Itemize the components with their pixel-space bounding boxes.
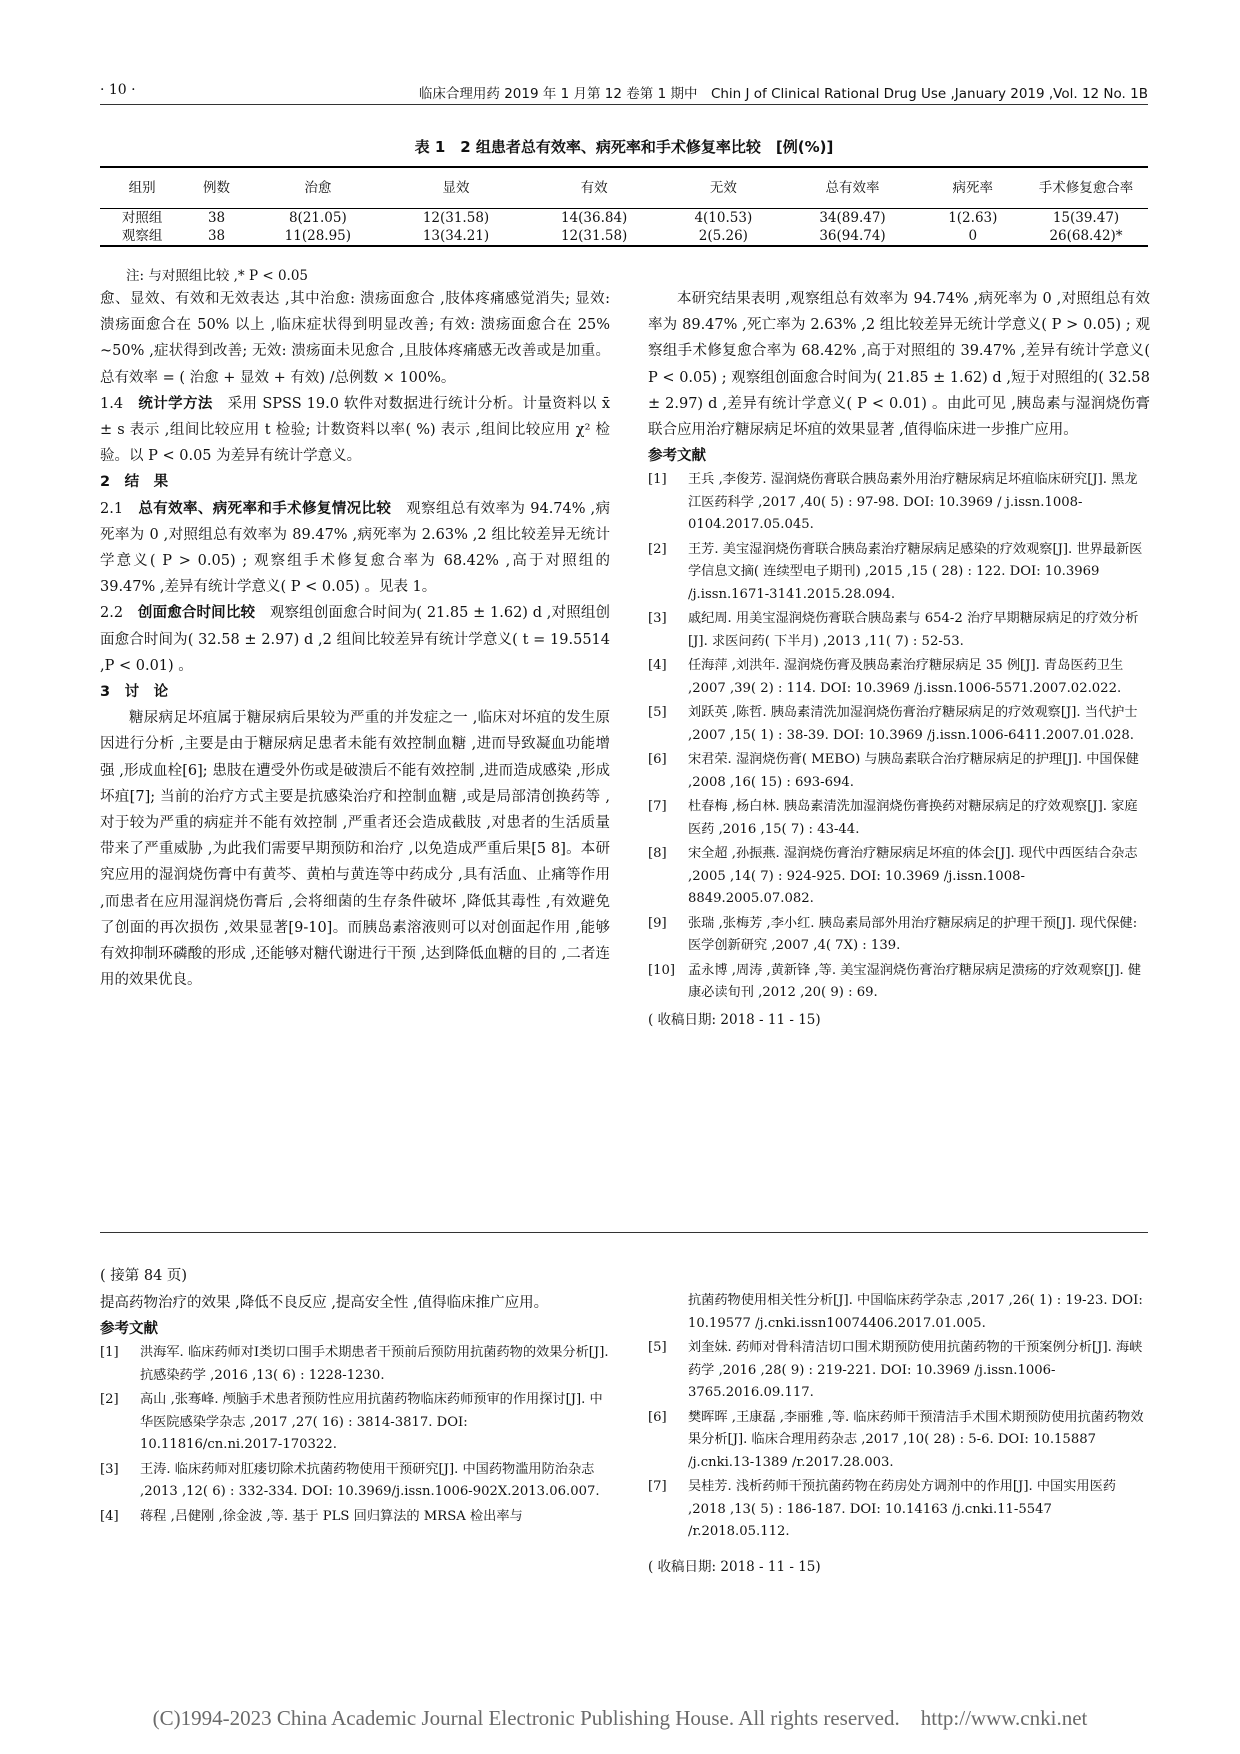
col-markedly-effective: 显效 <box>387 167 525 209</box>
table-cell: 34(89.47) <box>819 210 886 226</box>
reference-text: 抗菌药物使用相关性分析[J]. 中国临床药学杂志 ,2017 ,26( 1) : 19-23. DOI: 10.19577 /j.cnki.issn10074406.2017.01.005. <box>688 1293 1143 1331</box>
reference-item <box>648 655 1150 700</box>
reference-item <box>100 1459 610 1504</box>
section-heading: 2 结 果 <box>100 474 169 491</box>
reference-number: [4] <box>648 658 667 674</box>
reference-item <box>648 1407 1150 1475</box>
reference-text: 洪海军. 临床药师对Ⅰ类切口围手术期患者干预前后预防用抗菌药物的效果分析[J]. 抗感染药学 ,2016 ,13( 6) : 1228-1230. <box>140 1345 609 1383</box>
table-cell: 8(21.05) <box>288 210 347 226</box>
reference-text: 任海萍 ,刘洪年. 湿润烧伤膏及胰岛素治疗糖尿病足 35 例[J]. 青岛医药卫生 ,2007 ,39( 2) : 114. DOI: 10.3969 /j.issn.1006-5571.2007.02.022. <box>688 658 1124 696</box>
table-cell: 13(34.21) <box>387 227 525 246</box>
reference-text: 蒋程 ,吕健刚 ,徐金波 ,等. 基于 PLS 回归算法的 MRSA 检出率与 <box>140 1508 523 1524</box>
col-mortality: 病死率 <box>922 167 1024 209</box>
table-cell: 26(68.42)* <box>1024 227 1148 246</box>
section-text: 观察组总有效率为 94.74% ,病死率为 0 ,对照组总有效率为 89.47% ,病死率为 2.63% ,2 组比较差异无统计学意义( P > 0.05) ; 观察组手术修复愈合率为 68.42% ,高于对照组的 39.47% ,差异有统计学意义( P < 0.05) 。见表 1。 <box>100 500 611 596</box>
table-cell: 12(31.58) <box>422 210 490 226</box>
continued-right-column <box>648 1290 1150 1580</box>
reference-number: [5] <box>648 705 667 721</box>
col-surgical-repair: 手术修复愈合率 <box>1024 167 1148 209</box>
table-cell: 11(28.95) <box>249 227 387 246</box>
section-2-1 <box>100 496 610 601</box>
reference-item <box>648 702 1150 747</box>
reference-text: 宋君荣. 湿润烧伤膏( MEBO) 与胰岛素联合治疗糖尿病足的护理[J]. 中国保健 ,2008 ,16( 15) : 693-694. <box>688 752 1139 790</box>
table-cell: 观察组 <box>100 227 184 246</box>
reference-item <box>100 1342 610 1387</box>
section-number: 2.2 <box>100 605 124 622</box>
table-cell: 15(39.47) <box>1052 210 1120 226</box>
paragraph: 愈、显效、有效和无效表达 ,其中治愈: 溃疡面愈合 ,肢体疼痛感觉消失; 显效: 溃疡面愈合在 50% 以上 ,临床症状得到明显改善; 有效: 溃疡面愈合在 25% ~50% ,症状得到改善; 无效: 溃疡面未见愈合 ,且肢体疼痛感无改善或是加重。总有效率 = ( 治愈 + 显效 + 有效) /总例数 × 100%。 <box>100 291 610 386</box>
discussion-paragraph: 糖尿病足坏疽属于糖尿病后果较为严重的并发症之一 ,临床对坏疽的发生原因进行分析 ,主要是由于糖尿病足患者未能有效控制血糖 ,进而导致凝血功能增强 ,形成血栓[6]; 患肢在遭受外伤或是破溃后不能有效控制 ,进而造成感染 ,形成坏疽[7]; 当前的治疗方式主要是抗感染治疗和控制血糖 ,或是局部清创换药等 ,对于较为严重的病症并不能有效控制 ,严重者还会造成截肢 ,对患者的生活质量带来了严重威胁 ,为此我们需要早期预防和治疗 ,以免造成严重后果[5 8]。本研究应用的湿润烧伤膏中有黄芩、黄柏与黄连等中药成分 ,具有活血、止痛等作用 ,而患者在应用湿润烧伤膏后 ,会将细菌的生存条件破坏 ,降低其毒性 ,有效避免了创面的再次损伤 ,效果显著[9-10]。而胰岛素溶液则可以对创面起作用 ,能够有效抑制环磷酸的形成 ,还能够对糖代谢进行干预 ,达到降低血糖的目的 ,二者连用的效果优良。 <box>100 710 610 989</box>
table-cell: 4(10.53) <box>694 210 753 226</box>
copyright-footer: (C)1994-2023 China Academic Journal Electronic Publishing House. All rights reserved. http://www.cnki.net <box>152 1706 1088 1730</box>
results-table <box>100 166 1148 247</box>
col-group: 组别 <box>100 167 184 209</box>
table-cell: 36(94.74) <box>783 227 921 246</box>
reference-text: 杜春梅 ,杨白林. 胰岛素清洗加湿润烧伤膏换药对糖尿病足的疗效观察[J]. 家庭医药 ,2016 ,15( 7) : 43-44. <box>688 799 1138 837</box>
page-number: · 10 · <box>100 82 136 98</box>
reference-text: 吴桂芳. 浅析药师干预抗菌药物在药房处方调剂中的作用[J]. 中国实用医药 ,2018 ,13( 5) : 186-187. DOI: 10.14163 /j.cnki.11-5547 /r.2018.05.112. <box>688 1479 1116 1539</box>
reference-item <box>100 1389 610 1457</box>
reference-number: [9] <box>648 915 667 931</box>
section-number: 2.1 <box>100 500 124 517</box>
reference-list <box>648 469 1150 1005</box>
reference-item <box>648 913 1150 958</box>
reference-text: 张瑞 ,张梅芳 ,李小红. 胰岛素局部外用治疗糖尿病足的护理干预[J]. 现代保健: 医学创新研究 ,2007 ,4( 7X) : 139. <box>688 915 1138 954</box>
reference-item <box>648 539 1150 607</box>
reference-text: 高山 ,张骞峰. 颅脑手术患者预防性应用抗菌药物临床药师预审的作用探讨[J]. 中华医院感染学杂志 ,2017 ,27( 16) : 3814-3817. DOI: 10.11816/cn.ni.2017-170322. <box>140 1392 603 1453</box>
reference-text: 刘奎妹. 药师对骨科清洁切口围术期预防使用抗菌药物的干预案例分析[J]. 海峡药学 ,2016 ,28( 9) : 219-221. DOI: 10.3969 /j.issn.1006-3765.2016.09.117. <box>688 1340 1143 1400</box>
section-divider <box>100 1232 1148 1233</box>
col-ineffective: 无效 <box>663 167 783 209</box>
section-title: 总有效率、病死率和手术修复情况比较 <box>138 500 392 517</box>
continued-left-column <box>100 1290 610 1530</box>
reference-text: 王芳. 美宝湿润烧伤膏联合胰岛素治疗糖尿病足感染的疗效观察[J]. 世界最新医学信息文摘( 连续型电子期刊) ,2015 ,15 ( 28) : 122. DOI: 10.3969 /j.issn.1671-3141.2015.28.094. <box>688 541 1143 602</box>
col-cured: 治愈 <box>249 167 387 209</box>
reference-text: 王涛. 临床药师对肛瘘切除术抗菌药物使用干预研究[J]. 中国药物滥用防治杂志 ,2013 ,12( 6) : 332-334. DOI: 10.3969/j.issn.1006-902X.2013.06.007. <box>140 1461 600 1500</box>
table-cell: 12(31.58) <box>525 227 663 246</box>
references-heading: 参考文献 <box>648 448 706 465</box>
table-cell: 1(2.63) <box>948 210 998 226</box>
table-cell: 对照组 <box>121 210 163 226</box>
reference-number: [3] <box>100 1461 119 1477</box>
table-row <box>100 227 1148 246</box>
reference-text: 戚纪周. 用美宝湿润烧伤膏联合胰岛素与 654-2 治疗早期糖尿病足的疗效分析[J]. 求医问药( 下半月) ,2013 ,11( 7) : 52-53. <box>688 611 1139 649</box>
table-caption: 表 1 2 组患者总有效率、病死率和手术修复率比较 [例(%)] <box>414 138 834 156</box>
table-cell: 38 <box>184 227 249 246</box>
paragraph: 提高药物治疗的效果 ,降低不良反应 ,提高安全性 ,值得临床推广应用。 <box>100 1295 549 1311</box>
continued-label: ( 接第 84 页) <box>100 1268 188 1284</box>
reference-number: [7] <box>648 1479 667 1494</box>
col-total-effective: 总有效率 <box>783 167 921 209</box>
reference-number: [2] <box>100 1392 119 1408</box>
reference-item <box>648 608 1150 653</box>
table-note: 注: 与对照组比较 ,* P < 0.05 <box>126 268 308 284</box>
table-row <box>100 209 1148 228</box>
reference-number: [2] <box>648 541 667 557</box>
reference-number: [5] <box>648 1340 667 1355</box>
table-cell: 14(36.84) <box>560 210 628 226</box>
reference-item <box>648 469 1150 537</box>
reference-number: [10] <box>648 962 676 978</box>
reference-item <box>648 1476 1150 1544</box>
reference-number: [1] <box>648 472 667 488</box>
left-column <box>100 286 610 993</box>
reference-number: [6] <box>648 752 667 768</box>
col-effective: 有效 <box>525 167 663 209</box>
reference-number: [4] <box>100 1508 119 1524</box>
section-text: 观察组创面愈合时间为( 21.85 ± 1.62) d ,对照组创面愈合时间为( 32.58 ± 2.97) d ,2 组间比较差异有统计学意义( t = 19.5514 ,P < 0.01) 。 <box>100 605 611 674</box>
section-1-4 <box>100 391 610 470</box>
right-column <box>648 286 1150 1033</box>
section-2-2 <box>100 600 610 679</box>
reference-item-continued <box>648 1290 1150 1335</box>
received-date: ( 收稿日期: 2018 - 11 - 15) <box>648 1011 821 1028</box>
section-heading: 3 讨 论 <box>100 684 169 701</box>
reference-item <box>648 960 1150 1005</box>
reference-item <box>648 843 1150 911</box>
table-cell: 38 <box>207 210 226 226</box>
received-date: ( 收稿日期: 2018 - 11 - 15) <box>648 1558 821 1575</box>
table-header-row <box>100 167 1148 209</box>
col-cases: 例数 <box>184 167 249 209</box>
reference-text: 刘跃英 ,陈哲. 胰岛素清洗加湿润烧伤膏治疗糖尿病足的疗效观察[J]. 当代护士 ,2007 ,15( 1) : 38-39. DOI: 10.3969 /j.issn.1006-6411.2007.01.028. <box>688 705 1138 743</box>
reference-text: 孟永博 ,周涛 ,黄新锋 ,等. 美宝湿润烧伤膏治疗糖尿病足溃疡的疗效观察[J]. 健康必读旬刊 ,2012 ,20( 9) : 69. <box>688 962 1142 1001</box>
reference-text: 樊晖晖 ,王康磊 ,李丽雅 ,等. 临床药师干预清洁手术围术期预防使用抗菌药物效果分析[J]. 临床合理用药杂志 ,2017 ,10( 28) : 5-6. DOI: 10.15887 /j.cnki.13-1389 /r.2017.28.003. <box>688 1409 1144 1470</box>
reference-number: [7] <box>648 799 667 815</box>
table-cell: 0 <box>922 227 1024 246</box>
references-heading: 参考文献 <box>100 1321 158 1338</box>
section-text: 采用 SPSS 19.0 软件对数据进行统计分析。计量资料以 x̄ ± s 表示 ,组间比较应用 t 检验; 计数资料以率( %) 表示 ,组间比较应用 χ² 检验。以 P < 0.05 为差异有统计学意义。 <box>100 395 611 465</box>
reference-item <box>648 749 1150 794</box>
table-cell: 2(5.26) <box>663 227 783 246</box>
section-number: 1.4 <box>100 395 124 412</box>
reference-number: [3] <box>648 611 667 627</box>
section-title: 统计学方法 <box>138 395 213 412</box>
reference-number: [8] <box>648 846 667 862</box>
reference-item <box>100 1506 610 1529</box>
section-title: 创面愈合时间比较 <box>137 605 256 622</box>
journal-info: 临床合理用药 2019 年 1 月第 12 卷第 1 期中 Chin J of Clinical Rational Drug Use ,January 2019 ,Vol. 12 No. 1B <box>418 86 1148 102</box>
reference-number: [1] <box>100 1345 119 1361</box>
reference-text: 宋全超 ,孙振燕. 湿润烧伤膏治疗糖尿病足坏疽的体会[J]. 现代中西医结合杂志 ,2005 ,14( 7) : 924-925. DOI: 10.3969 /j.issn.1008-8849.2005.07.082. <box>688 846 1138 907</box>
running-header <box>100 80 1148 105</box>
conclusion-paragraph: 本研究结果表明 ,观察组总有效率为 94.74% ,病死率为 0 ,对照组总有效率为 89.47% ,死亡率为 2.63% ,2 组比较差异无统计学意义( P > 0.05) ; 观察组手术修复愈合率为 68.42% ,高于对照组的 39.47% ,差异有统计学意义( P < 0.05) ; 观察组创面愈合时间为( 21.85 ± 1.62) d ,短于对照组的( 32.58 ± 2.97) d ,差异有统计学意义( P < 0.01) 。由此可见 ,胰岛素与湿润烧伤膏联合应用治疗糖尿病足坏疽的效果显著 ,值得临床进一步推广应用。 <box>648 291 1151 439</box>
reference-text: 王兵 ,李俊芳. 湿润烧伤膏联合胰岛素外用治疗糖尿病足坏疽临床研究[J]. 黑龙江医药科学 ,2017 ,40( 5) : 97-98. DOI: 10.3969 / j.issn.1008-0104.2017.05.045. <box>688 472 1138 533</box>
reference-item <box>648 796 1150 841</box>
reference-number: [6] <box>648 1409 667 1425</box>
reference-item <box>648 1337 1150 1405</box>
